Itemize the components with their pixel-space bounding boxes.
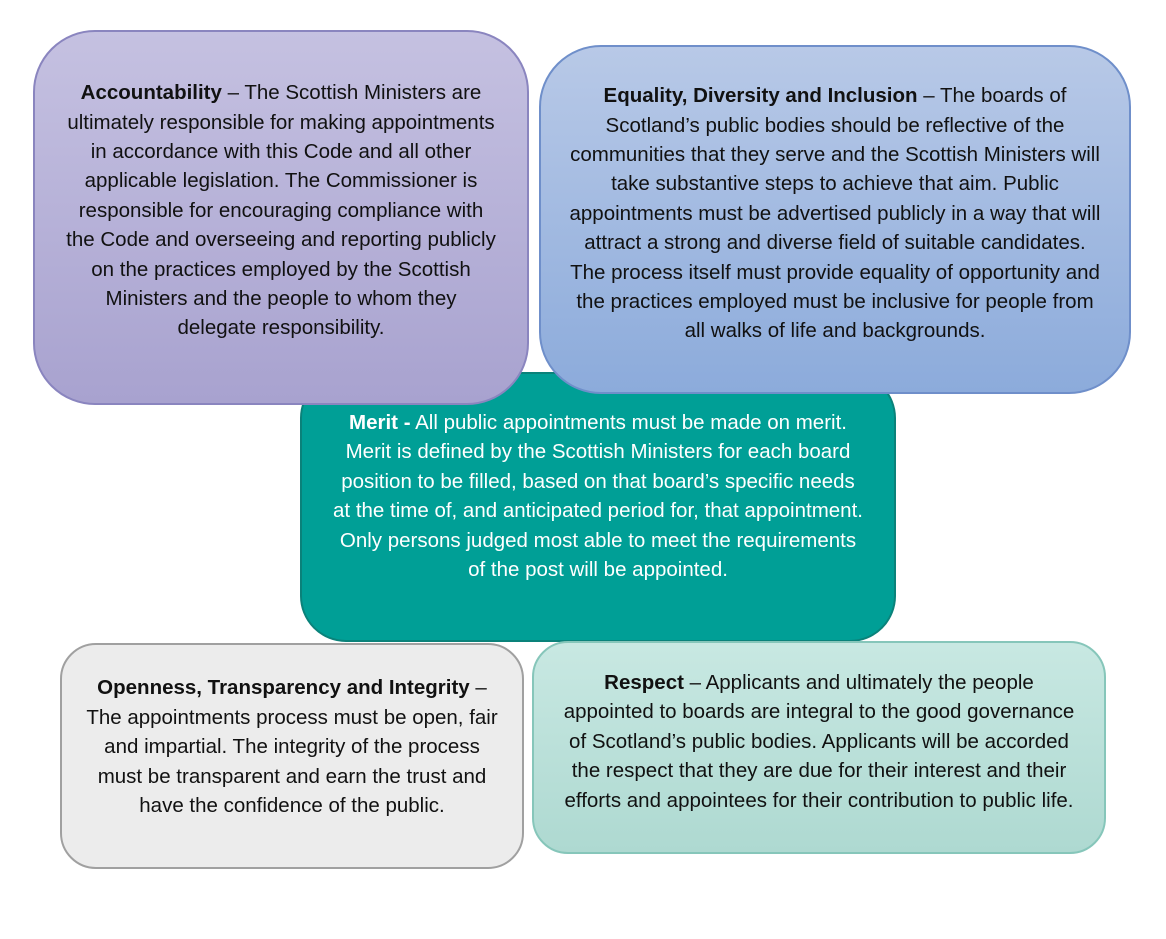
openness-title: Openness, Transparency and Integrity (97, 676, 470, 700)
merit-text (332, 408, 864, 584)
accountability-principle-box (33, 30, 529, 405)
accountability-title: Accountability (80, 81, 222, 105)
equality-body: The boards of Scotland’s public bodies should be reflective of the communities that they serve and the Scottish Ministers will take substantive steps to achieve that aim. Public appointments must be advertised publicly in a way that will attract a strong and diverse field of suitable candidates. The process itself must provide equality of opportunity and the practices employed must be inclusive for people from all walks of life and backgrounds. (569, 84, 1101, 343)
respect-separator: – (683, 670, 706, 694)
openness-transparency-integrity-box (60, 643, 524, 869)
accountability-text (65, 78, 497, 343)
openness-separator: – (469, 676, 487, 700)
merit-body: All public appointments must be made on merit. Merit is defined by the Scottish Ministers for each board position to be filled, based on that board’s specific needs at the time of, and anticipated period for, that appointment. Only persons judged most able to meet the requirements of the post will be appointed. (333, 411, 863, 582)
accountability-body: The Scottish Ministers are ultimately responsible for making appointments in accordance with this Code and all other applicable legislation. The Commissioner is responsible for encouraging compliance with the Code and overseeing and reporting publicly on the practices employed by the Scottish Ministers and the people to whom they delegate responsibility. (66, 81, 496, 340)
equality-diversity-inclusion-box (539, 45, 1131, 394)
equality-separator: – (917, 84, 940, 108)
accountability-separator: – (221, 81, 245, 105)
merit-principle-box (300, 372, 896, 642)
respect-text (558, 668, 1080, 815)
equality-text (569, 81, 1101, 346)
openness-body: The appointments process must be open, fair and impartial. The integrity of the process must be transparent and earn the trust and have the confidence of the public. (86, 705, 498, 818)
openness-text (86, 673, 498, 820)
respect-title: Respect (604, 670, 684, 694)
merit-title: Merit - (349, 411, 411, 434)
respect-body: Applicants and ultimately the people appointed to boards are integral to the good governance of Scotland’s public bodies. Applicants will be accorded the respect that they are due for their interest and their efforts and appointees for their contribution to public life. (563, 670, 1075, 812)
respect-principle-box (532, 641, 1106, 854)
equality-title: Equality, Diversity and Inclusion (603, 84, 918, 108)
